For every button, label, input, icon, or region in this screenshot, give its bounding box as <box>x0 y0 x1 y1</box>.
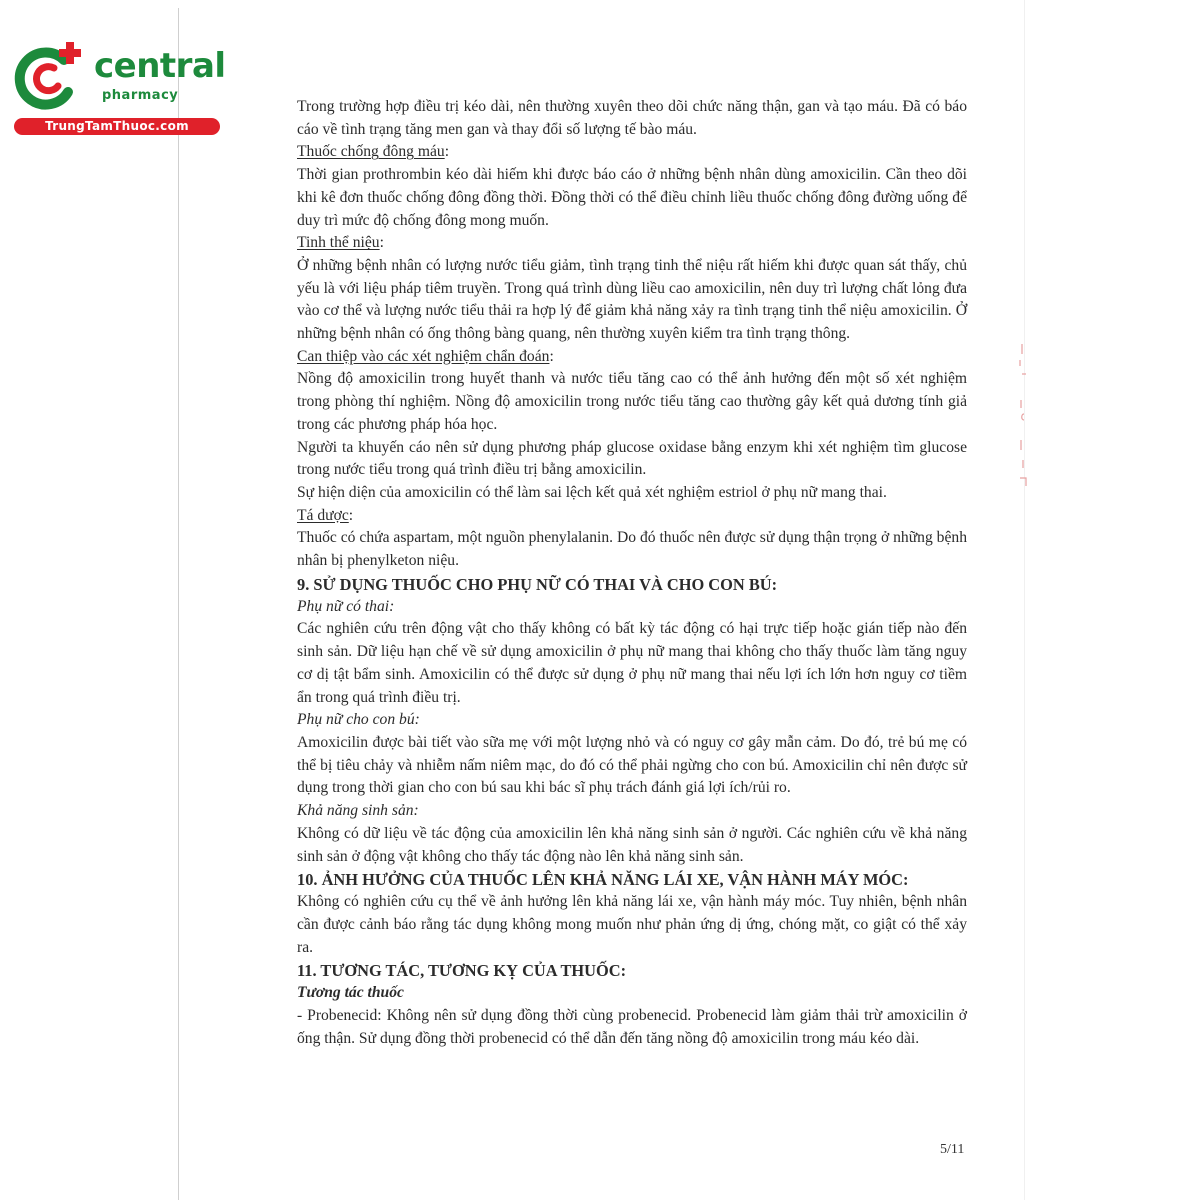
lactation-subheading: Phụ nữ cho con bú: <box>297 711 420 729</box>
section-10-heading: 10. ẢNH HƯỞNG CỦA THUỐC LÊN KHẢ NĂNG LÁI XE, VẬN HÀNH MÁY MÓC: <box>297 870 909 890</box>
pharmacy-cross-logo-icon <box>10 38 90 118</box>
section-9-heading: 9. SỬ DỤNG THUỐC CHO PHỤ NỮ CÓ THAI VÀ CHO CON BÚ: <box>297 574 778 594</box>
diagnostic-interference-heading: Can thiệp vào các xét nghiệm chẩn đoán: <box>297 347 554 365</box>
drug-interaction-subheading: Tương tác thuốc <box>297 984 404 1002</box>
pregnancy-subheading: Phụ nữ có thai: <box>297 597 395 615</box>
crystalluria-paragraph: Ở những bệnh nhân có lượng nước tiểu giảm, tình trạng tinh thể niệu rất hiếm khi được quan sát thấy, chủ yếu là với liệu pháp tiêm truyền. Trong quá trình dùng liều cao amoxicilin, nên duy trì lượng chất lỏng đưa vào cơ thể và lượng nước tiểu thải ra hợp lý để giảm khả năng xảy ra tình trạng tinh thể niệu amoxicilin. Ở những bệnh nhân có ống thông bàng quang, nên thường xuyên kiểm tra tình trạng thông. <box>297 256 967 343</box>
diagnostic-paragraph-3: Sự hiện diện của amoxicilin có thể làm sai lệch kết quả xét nghiệm estriol ở phụ nữ mang thai. <box>297 483 887 501</box>
page-number: 5/11 <box>940 1142 965 1157</box>
crystalluria-heading: Tinh thể niệu: <box>297 234 384 252</box>
logo-wordmark: central <box>94 46 226 86</box>
pregnancy-paragraph: Các nghiên cứu trên động vật cho thấy không có bất kỳ tác động có hại trực tiếp hoặc gián tiếp nào đến sinh sản. Dữ liệu hạn chế về sử dụng amoxicilin ở phụ nữ mang thai không cho thấy thuốc làm tăng nguy cơ dị tật bẩm sinh. Amoxicilin có thể được sử dụng ở phụ nữ mang thai nếu lợi ích lớn hơn nguy cơ tiềm ẩn trong quá trình điều trị. <box>297 620 967 706</box>
diagnostic-paragraph-2: Người ta khuyến cáo nên sử dụng phương pháp glucose oxidase bằng enzym khi xét nghiệm tìm glucose trong nước tiểu trong quá trình điều trị bằng amoxicilin. <box>297 438 967 479</box>
diagnostic-paragraph-1: Nồng độ amoxicilin trong huyết thanh và nước tiểu tăng cao có thể ảnh hưởng đến một số xét nghiệm trong phòng thí nghiệm. Nồng độ amoxicilin trong nước tiểu tăng cao thường gây kết quả dương tính giả trong các phương pháp hóa học. <box>297 370 967 433</box>
excipient-paragraph: Thuốc có chứa aspartam, một nguồn phenylalanin. Do đó thuốc nên được sử dụng thận trọng ở những bệnh nhân bị phenylketon niệu. <box>297 529 967 570</box>
fertility-paragraph: Không có dữ liệu về tác động của amoxicilin lên khả năng sinh sản ở người. Các nghiên cứu về khả năng sinh sản ở động vật không cho thấy tác động nào lên khả năng sinh sản. <box>297 824 967 865</box>
probenecid-paragraph: - Probenecid: Không nên sử dụng đồng thời cùng probenecid. Probenecid làm giảm thải trừ amoxicilin ở ống thận. Sử dụng đồng thời probenecid có thể dẫn đến tăng nồng độ amoxicilin trong máu kéo dài. <box>297 1007 967 1047</box>
logo-subtitle: pharmacy <box>102 88 179 103</box>
anticoagulant-paragraph: Thời gian prothrombin kéo dài hiếm khi được báo cáo ở những bệnh nhân dùng amoxicilin. Cần theo dõi khi kê đơn thuốc chống đông đồng thời. Đồng thời có thể điều chỉnh liều thuốc chống đông đường uống để duy trì mức độ chống đông mong muốn. <box>297 166 967 229</box>
central-pharmacy-logo[interactable] <box>10 38 226 134</box>
section-11-heading: 11. TƯƠNG TÁC, TƯƠNG KỴ CỦA THUỐC: <box>297 961 627 981</box>
lactation-paragraph: Amoxicilin được bài tiết vào sữa mẹ với một lượng nhỏ và có nguy cơ gây mẫn cảm. Do đó, trẻ bú mẹ có thể bị tiêu chảy và nhiễm nấm niêm mạc, do đó có thể phải ngừng cho con bú. Amoxicilin chỉ nên được sử dụng trong thời gian cho con bú sau khi bác sĩ phụ trách đánh giá lợi ích/rủi ro. <box>297 733 967 797</box>
monitoring-paragraph: Trong trường hợp điều trị kéo dài, nên thường xuyên theo dõi chức năng thận, gan và tạo máu. Đã có báo cáo về tình trạng tăng men gan và thay đổi số lượng tế bào máu. <box>297 98 967 138</box>
page-edge <box>1024 0 1025 1200</box>
document-body <box>297 96 967 1050</box>
logo-site-badge: TrungTamThuoc.com <box>14 118 220 135</box>
driving-paragraph: Không có nghiên cứu cụ thể về ảnh hưởng lên khả năng lái xe, vận hành máy móc. Tuy nhiên, bệnh nhân cần được cảnh báo rằng tác dụng không mong muốn như phản ứng dị ứng, chóng mặt, co giật có thể xảy ra. <box>297 893 967 956</box>
fertility-subheading: Khả năng sinh sản: <box>297 802 419 820</box>
excipient-heading: Tá dược: <box>297 506 354 524</box>
anticoagulant-heading: Thuốc chống đông máu: <box>297 143 450 161</box>
stamp-mark <box>1014 340 1034 500</box>
